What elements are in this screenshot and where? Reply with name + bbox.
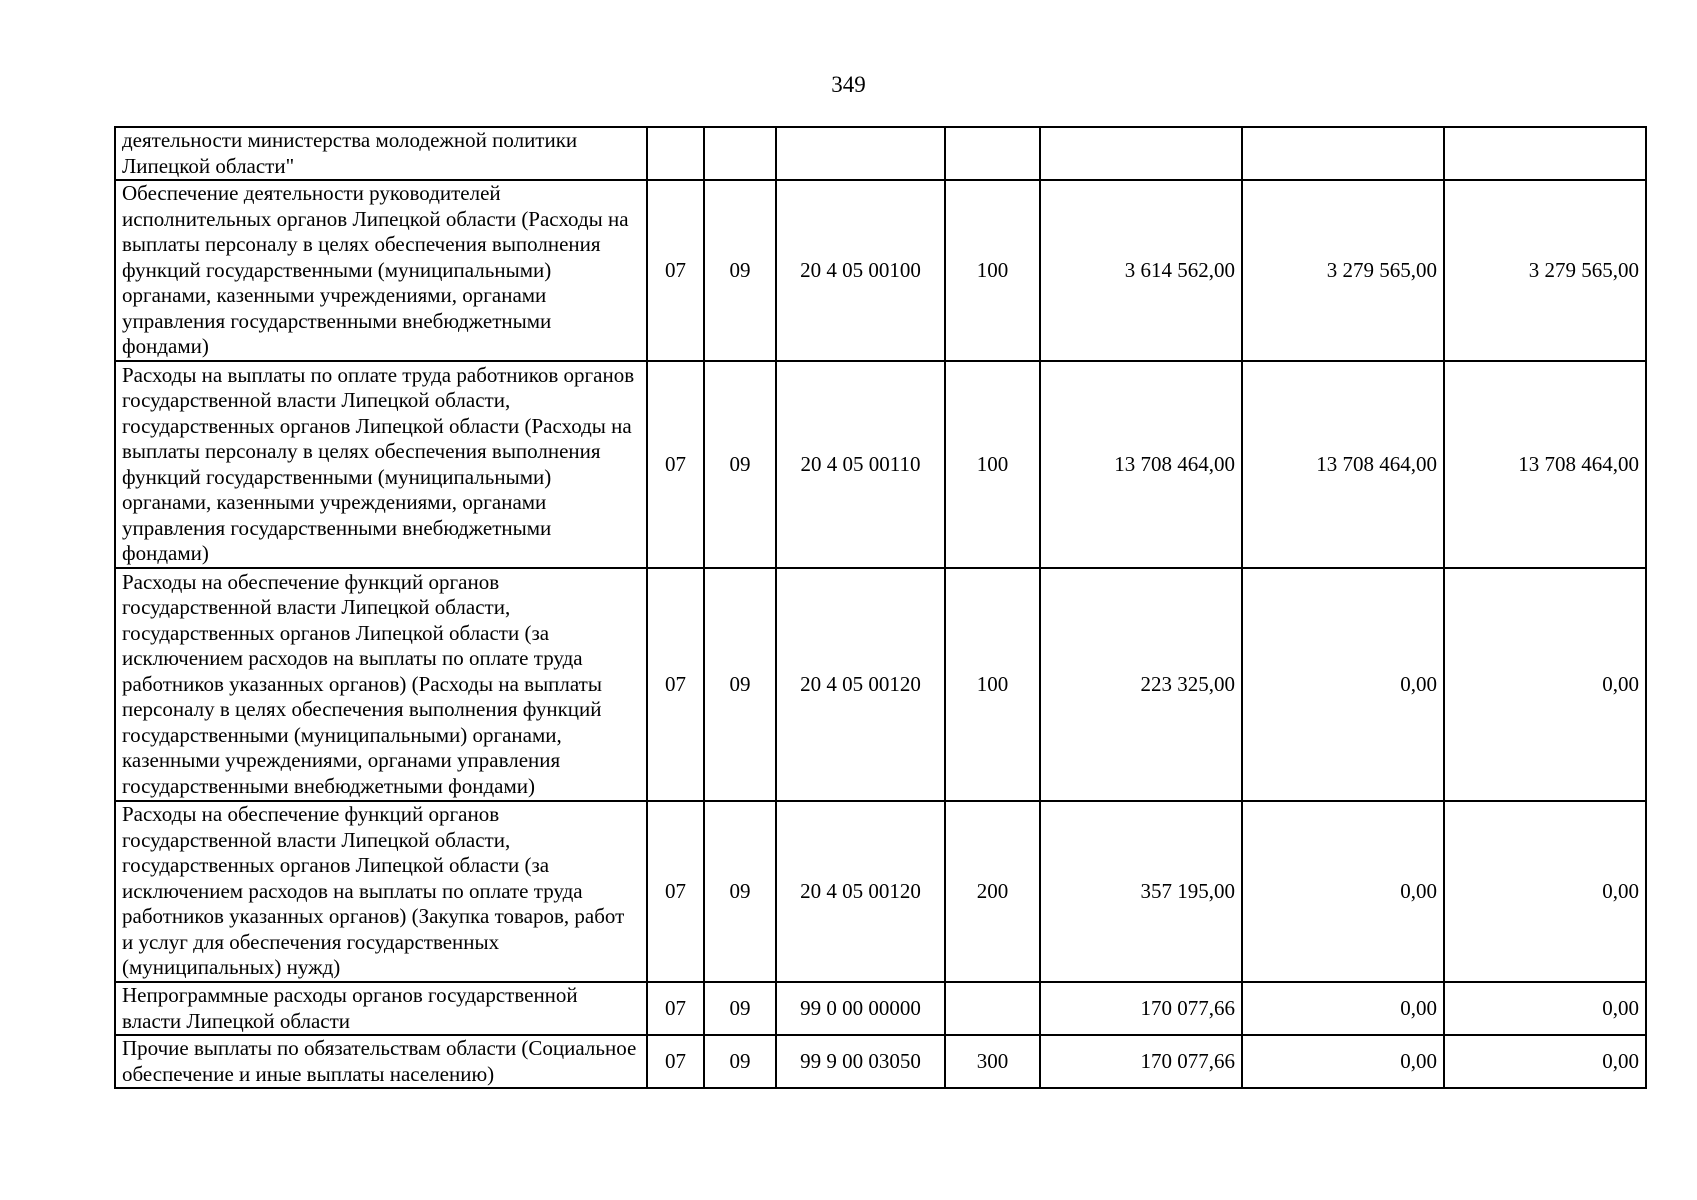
amount-2-cell: 0,00 bbox=[1242, 568, 1444, 801]
target-article-cell: 99 0 00 00000 bbox=[776, 982, 945, 1035]
subsection-code-cell: 09 bbox=[704, 568, 776, 801]
amount-1-cell: 13 708 464,00 bbox=[1040, 361, 1242, 568]
table-row bbox=[115, 982, 1646, 1035]
section-code-cell: 07 bbox=[647, 568, 704, 801]
section-code-cell: 07 bbox=[647, 801, 704, 982]
amount-1-cell: 357 195,00 bbox=[1040, 801, 1242, 982]
budget-table bbox=[114, 126, 1647, 1089]
amount-3-cell: 0,00 bbox=[1444, 982, 1646, 1035]
section-code-cell bbox=[647, 127, 704, 180]
table-row bbox=[115, 180, 1646, 361]
amount-3-cell: 0,00 bbox=[1444, 568, 1646, 801]
target-article-cell: 20 4 05 00120 bbox=[776, 568, 945, 801]
amount-2-cell: 0,00 bbox=[1242, 801, 1444, 982]
subsection-code-cell: 09 bbox=[704, 361, 776, 568]
amount-2-cell: 13 708 464,00 bbox=[1242, 361, 1444, 568]
expense-type-cell: 100 bbox=[945, 568, 1040, 801]
target-article-cell: 20 4 05 00110 bbox=[776, 361, 945, 568]
amount-3-cell: 3 279 565,00 bbox=[1444, 180, 1646, 361]
table-row bbox=[115, 801, 1646, 982]
table-row bbox=[115, 568, 1646, 801]
expense-type-cell: 300 bbox=[945, 1035, 1040, 1088]
subsection-code-cell: 09 bbox=[704, 180, 776, 361]
subsection-code-cell: 09 bbox=[704, 1035, 776, 1088]
amount-2-cell bbox=[1242, 127, 1444, 180]
amount-3-cell bbox=[1444, 127, 1646, 180]
table-row bbox=[115, 1035, 1646, 1088]
expense-type-cell: 100 bbox=[945, 180, 1040, 361]
section-code-cell: 07 bbox=[647, 1035, 704, 1088]
target-article-cell: 20 4 05 00120 bbox=[776, 801, 945, 982]
amount-2-cell: 0,00 bbox=[1242, 1035, 1444, 1088]
amount-1-cell: 223 325,00 bbox=[1040, 568, 1242, 801]
expense-name-cell: Расходы на выплаты по оплате труда работников органов государственной власти Липецкой области, государственных органов Липецкой области (Расходы на выплаты персоналу в целях обеспечения выполнения функций государственными (муниципальными) органами, казенными учреждениями, органами управления государственными внебюджетными фондами) bbox=[115, 361, 647, 568]
target-article-cell bbox=[776, 127, 945, 180]
expense-type-cell: 200 bbox=[945, 801, 1040, 982]
amount-1-cell bbox=[1040, 127, 1242, 180]
expense-name-cell: Непрограммные расходы органов государственной власти Липецкой области bbox=[115, 982, 647, 1035]
page-number: 349 bbox=[831, 72, 866, 97]
expense-name-cell: Расходы на обеспечение функций органов государственной власти Липецкой области, государственных органов Липецкой области (за исключением расходов на выплаты по оплате труда работников указанных органов) (Расходы на выплаты персоналу в целях обеспечения выполнения функций государственными (муниципальными) органами, казенными учреждениями, органами управления государственными внебюджетными фондами) bbox=[115, 568, 647, 801]
expense-name-cell: деятельности министерства молодежной политики Липецкой области" bbox=[115, 127, 647, 180]
expense-type-cell bbox=[945, 982, 1040, 1035]
amount-1-cell: 170 077,66 bbox=[1040, 1035, 1242, 1088]
expense-name-cell: Обеспечение деятельности руководителей исполнительных органов Липецкой области (Расходы на выплаты персоналу в целях обеспечения выполнения функций государственными (муниципальными) органами, казенными учреждениями, органами управления государственными внебюджетными фондами) bbox=[115, 180, 647, 361]
expense-name-cell: Расходы на обеспечение функций органов государственной власти Липецкой области, государственных органов Липецкой области (за исключением расходов на выплаты по оплате труда работников указанных органов) (Закупка товаров, работ и услуг для обеспечения государственных (муниципальных) нужд) bbox=[115, 801, 647, 982]
amount-3-cell: 0,00 bbox=[1444, 801, 1646, 982]
table-row bbox=[115, 361, 1646, 568]
target-article-cell: 20 4 05 00100 bbox=[776, 180, 945, 361]
table-row bbox=[115, 127, 1646, 180]
section-code-cell: 07 bbox=[647, 982, 704, 1035]
amount-2-cell: 0,00 bbox=[1242, 982, 1444, 1035]
amount-3-cell: 13 708 464,00 bbox=[1444, 361, 1646, 568]
amount-3-cell: 0,00 bbox=[1444, 1035, 1646, 1088]
subsection-code-cell: 09 bbox=[704, 801, 776, 982]
amount-1-cell: 3 614 562,00 bbox=[1040, 180, 1242, 361]
subsection-code-cell: 09 bbox=[704, 982, 776, 1035]
target-article-cell: 99 9 00 03050 bbox=[776, 1035, 945, 1088]
expense-type-cell bbox=[945, 127, 1040, 180]
amount-2-cell: 3 279 565,00 bbox=[1242, 180, 1444, 361]
expense-type-cell: 100 bbox=[945, 361, 1040, 568]
section-code-cell: 07 bbox=[647, 180, 704, 361]
expense-name-cell: Прочие выплаты по обязательствам области (Социальное обеспечение и иные выплаты населению) bbox=[115, 1035, 647, 1088]
subsection-code-cell bbox=[704, 127, 776, 180]
section-code-cell: 07 bbox=[647, 361, 704, 568]
amount-1-cell: 170 077,66 bbox=[1040, 982, 1242, 1035]
